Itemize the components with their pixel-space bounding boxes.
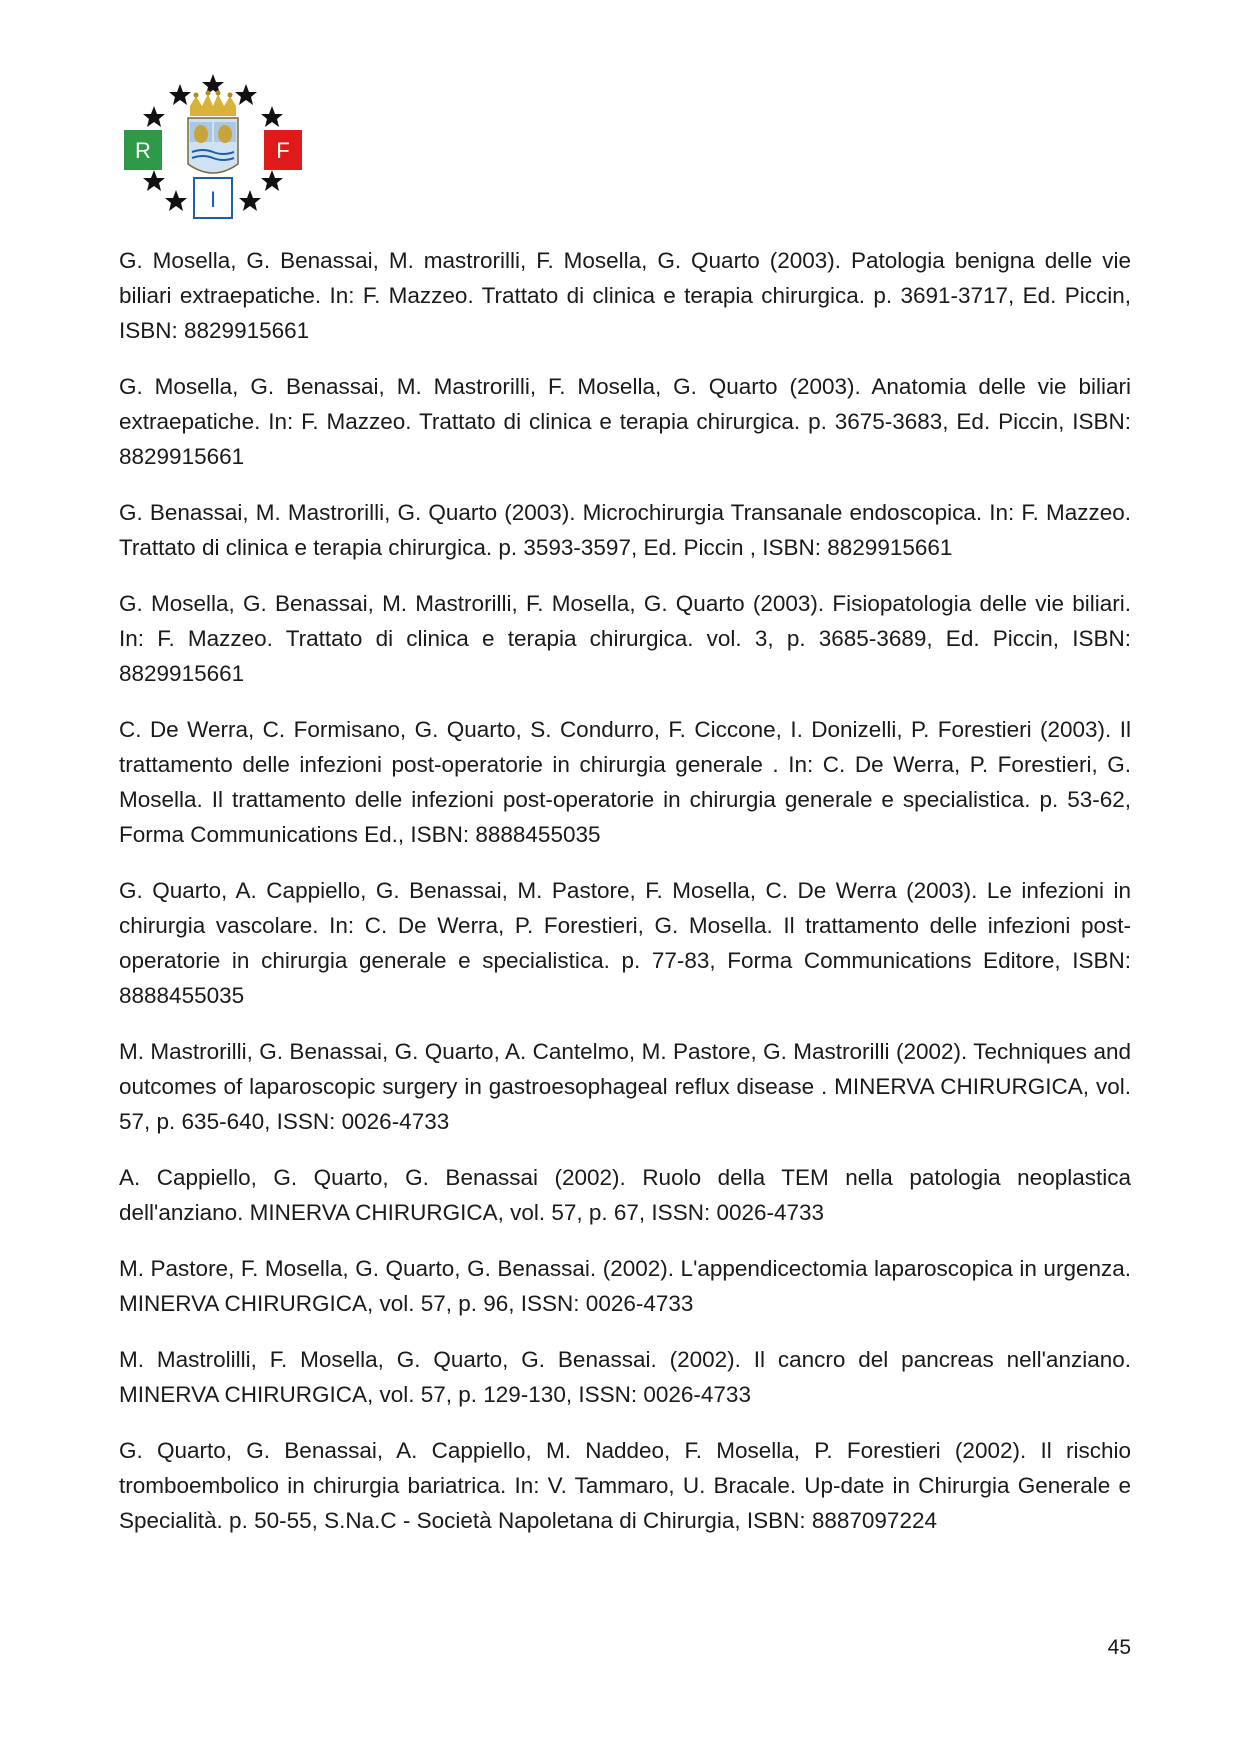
star-icon: [202, 74, 224, 95]
star-icon: [165, 190, 187, 211]
reference-item: G. Mosella, G. Benassai, M. Mastrorilli, F. Mosella, G. Quarto (2003). Anatomia delle vie biliari extraepatiche. In: F. Mazzeo. Trattato di clinica e terapia chirurgica. p. 3675-3683, Ed. Piccin, ISBN: 8829915661: [119, 374, 1131, 469]
logo-letter-f: F: [276, 138, 290, 163]
reference-list: [119, 243, 1131, 1559]
society-logo: [118, 72, 308, 237]
reference-item: A. Cappiello, G. Quarto, G. Benassai (2002). Ruolo della TEM nella patologia neoplastica dell'anziano. MINERVA CHIRURGICA, vol. 57, p. 67, ISSN: 0026-4733: [119, 1165, 1131, 1225]
shield-icon: [188, 118, 238, 173]
reference-item: M. Pastore, F. Mosella, G. Quarto, G. Benassai. (2002). L'appendicectomia laparoscopica in urgenza. MINERVA CHIRURGICA, vol. 57, p. 96, ISSN: 0026-4733: [119, 1256, 1131, 1316]
star-icon: [143, 106, 165, 127]
reference-item: G. Quarto, G. Benassai, A. Cappiello, M. Naddeo, F. Mosella, P. Forestieri (2002). Il rischio tromboembolico in chirurgia bariatrica. In: V. Tammaro, U. Bracale. Up-date in Chirurgia Generale e Specialità. p. 50-55, S.Na.C - Società Napoletana di Chirurgia, ISBN: 8887097224: [119, 1438, 1131, 1533]
reference-item: C. De Werra, C. Formisano, G. Quarto, S. Condurro, F. Ciccone, I. Donizelli, P. Forestieri (2003). Il trattamento delle infezioni post-operatorie in chirurgia generale . In: C. De Werra, P. Forestieri, G. Mosella. Il trattamento delle infezioni post-operatorie in chirurgia generale e specialistica. p. 53-62, Forma Communications Ed., ISBN: 8888455035: [119, 717, 1131, 847]
logo-letter-i: I: [209, 187, 217, 212]
star-icon: [143, 170, 165, 191]
star-icon: [239, 190, 261, 211]
logo-letter-r: R: [135, 138, 151, 163]
reference-item: M. Mastrolilli, F. Mosella, G. Quarto, G. Benassai. (2002). Il cancro del pancreas nell'anziano. MINERVA CHIRURGICA, vol. 57, p. 129-130, ISSN: 0026-4733: [119, 1347, 1131, 1407]
reference-item: G. Mosella, G. Benassai, M. mastrorilli, F. Mosella, G. Quarto (2003). Patologia benigna delle vie biliari extraepatiche. In: F. Mazzeo. Trattato di clinica e terapia chirurgica. p. 3691-3717, Ed. Piccin, ISBN: 8829915661: [119, 248, 1131, 343]
star-icon: [261, 106, 283, 127]
star-icon: [261, 170, 283, 191]
crown-icon: [190, 91, 236, 117]
reference-item: G. Quarto, A. Cappiello, G. Benassai, M. Pastore, F. Mosella, C. De Werra (2003). Le infezioni in chirurgia vascolare. In: C. De Werra, P. Forestieri, G. Mosella. Il trattamento delle infezioni post-operatorie in chirurgia generale e specialistica. p. 77-83, Forma Communications Editore, ISBN: 8888455035: [119, 878, 1131, 1008]
reference-item: M. Mastrorilli, G. Benassai, G. Quarto, A. Cantelmo, M. Pastore, G. Mastrorilli (2002). Techniques and outcomes of laparoscopic surgery in gastroesophageal reflux disease . MINERVA CHIRURGICA, vol. 57, p. 635-640, ISSN: 0026-4733: [119, 1039, 1131, 1134]
reference-item: G. Benassai, M. Mastrorilli, G. Quarto (2003). Microchirurgia Transanale endoscopica. In: F. Mazzeo. Trattato di clinica e terapia chirurgica. p. 3593-3597, Ed. Piccin , ISBN: 8829915661: [119, 500, 1131, 560]
star-icon: [169, 84, 191, 105]
reference-item: G. Mosella, G. Benassai, M. Mastrorilli, F. Mosella, G. Quarto (2003). Fisiopatologia delle vie biliari. In: F. Mazzeo. Trattato di clinica e terapia chirurgica. vol. 3, p. 3685-3689, Ed. Piccin, ISBN: 8829915661: [119, 591, 1131, 686]
page-number: 45: [1107, 1636, 1131, 1659]
star-icon: [235, 84, 257, 105]
